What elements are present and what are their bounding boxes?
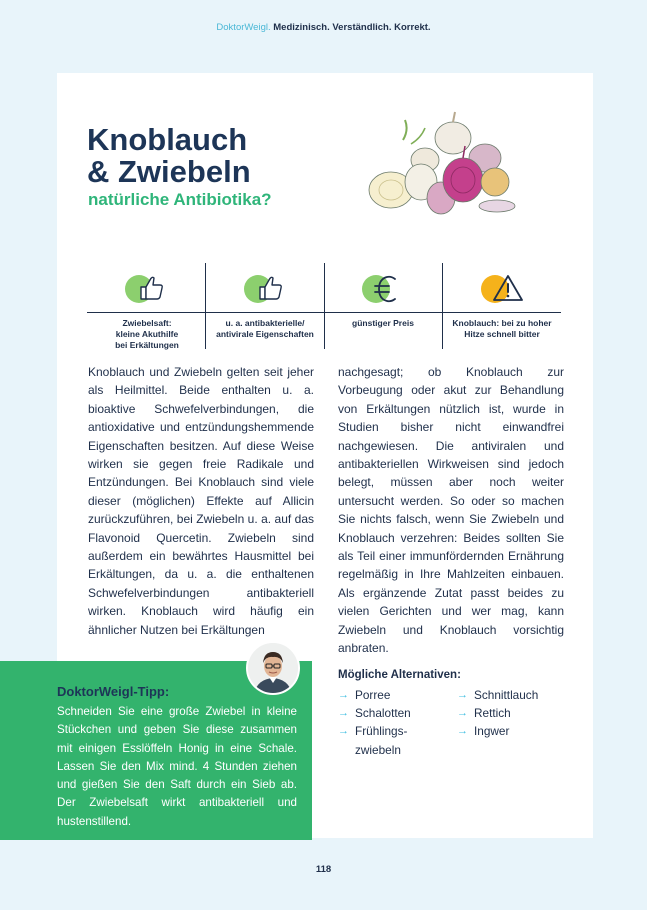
list-item (338, 686, 438, 704)
brand-tagline: Medizinisch. Verständlich. Korrekt. (273, 22, 431, 33)
list-item (457, 686, 567, 704)
arrow-right-icon: → (338, 725, 349, 738)
euro-icon (359, 272, 411, 306)
caption-line: antivirale Eigenschaften (216, 329, 314, 339)
garlic-onion-illustration (363, 110, 523, 220)
caption-line: Zwiebelsaft: (122, 318, 172, 328)
arrow-right-icon: → (338, 689, 349, 701)
page-number: 118 (315, 864, 332, 875)
icon-caption-4 (443, 318, 561, 340)
page-header (0, 22, 647, 33)
tip-text: Schneiden Sie eine große Zwiebel in kleine Stückchen und geben Sie diese zusammen mit einigen Esslöffeln Honig in eine Schale. Lassen Sie den Mix mind. 4 Stunden ziehen und gießen Sie den Saft durch ein Sieb ab. Der Zwiebelsaft wirkt antibakteriell und hustenstillend. (57, 705, 297, 828)
divider-2 (324, 263, 325, 349)
icon-caption-1 (88, 318, 206, 351)
title-line-2: & Zwiebeln (87, 154, 251, 189)
avatar-portrait (248, 643, 298, 693)
arrow-right-icon: → (457, 707, 468, 720)
author-avatar (246, 641, 300, 695)
caption-line: Knoblauch: bei zu hoher (452, 318, 552, 328)
tip-title: DoktorWeigl-Tipp: (57, 684, 170, 699)
icon-caption-3 (324, 318, 442, 329)
icon-caption-2 (206, 318, 324, 340)
alternatives-list-2 (457, 686, 567, 741)
alternatives-title: Mögliche Alternativen: (338, 669, 461, 681)
arrow-right-icon: → (457, 689, 468, 701)
brand-name: DoktorWeigl. (216, 22, 271, 33)
alternative-label: Ingwer (474, 724, 510, 739)
caption-line: günstiger Preis (352, 318, 414, 328)
alternative-label: Schnittlauch (474, 688, 539, 702)
page-title (87, 124, 251, 188)
alternative-label: Schalotten (355, 706, 411, 721)
thumbs-up-icon (241, 272, 293, 306)
icon-row-rule (87, 312, 561, 313)
warning-icon (478, 272, 530, 306)
caption-line: Hitze schnell bitter (464, 329, 540, 339)
list-item (338, 704, 438, 722)
body-text-right: nachgesagt; ob Knoblauch zur Vorbeugung oder akut zur Behandlung von Erkältungen nützlich ist, wurde in Studien bisher nicht einwandfrei nachgewiesen. Die antiviralen und antibakteriellen Wirkweisen sind jedoch belegt, müssen aber noch weiter untersucht werden. So oder so machen Sie nichts falsch, wenn Sie Zwiebeln und Knoblauch verzehren: Beides sollten Sie als Teil einer immunfördernden Ernährung regelmäßig in Ihre Mahlzeiten einbauen. Als ergänzende Zutat passt beides zu vielen Gerichten und wer mag, kann Zwiebeln und Knoblauch vorsichtig anbraten. (338, 365, 564, 656)
arrow-right-icon: → (338, 707, 349, 720)
title-line-1: Knoblauch (87, 122, 248, 157)
list-item (338, 722, 438, 758)
caption-line: u. a. antibakterielle/ (225, 318, 305, 328)
caption-line: kleine Akuthilfe (115, 329, 179, 339)
body-text-left: Knoblauch und Zwiebeln gelten seit jeher als Heilmittel. Beide enthalten u. a. bioaktive Schwefelverbindungen, die antioxidative und entzündungshemmende Eigenschaften besitzen. Auf diese Weise wirken sie gegen freie Radikale und Entzündungen. Bei Knoblauch sind viele dieser (möglichen) Effekte auf Allicin zurückzuführen, bei Zwiebeln u. a. auf das Flavonoid Quercetin. Zwiebeln sind außerdem ein bewährtes Hausmittel bei Erkältungen, da u. a. die enthaltenen Schwefelverbindungen antibakteriell wirken. Knoblauch wird häufig ein ähnlicher Nutzen bei Erkältungen (88, 365, 314, 637)
thumbs-up-icon (122, 272, 174, 306)
page-subtitle: natürliche Antibiotika? (88, 190, 272, 209)
list-item (457, 722, 567, 740)
alternative-label: Frühlings-zwiebeln (355, 724, 408, 757)
alternative-label: Porree (355, 688, 391, 702)
arrow-right-icon: → (457, 725, 468, 738)
alternative-label: Rettich (474, 706, 511, 721)
alternatives-list-1 (338, 686, 438, 759)
caption-line: bei Erkältungen (115, 340, 179, 350)
list-item (457, 704, 567, 722)
